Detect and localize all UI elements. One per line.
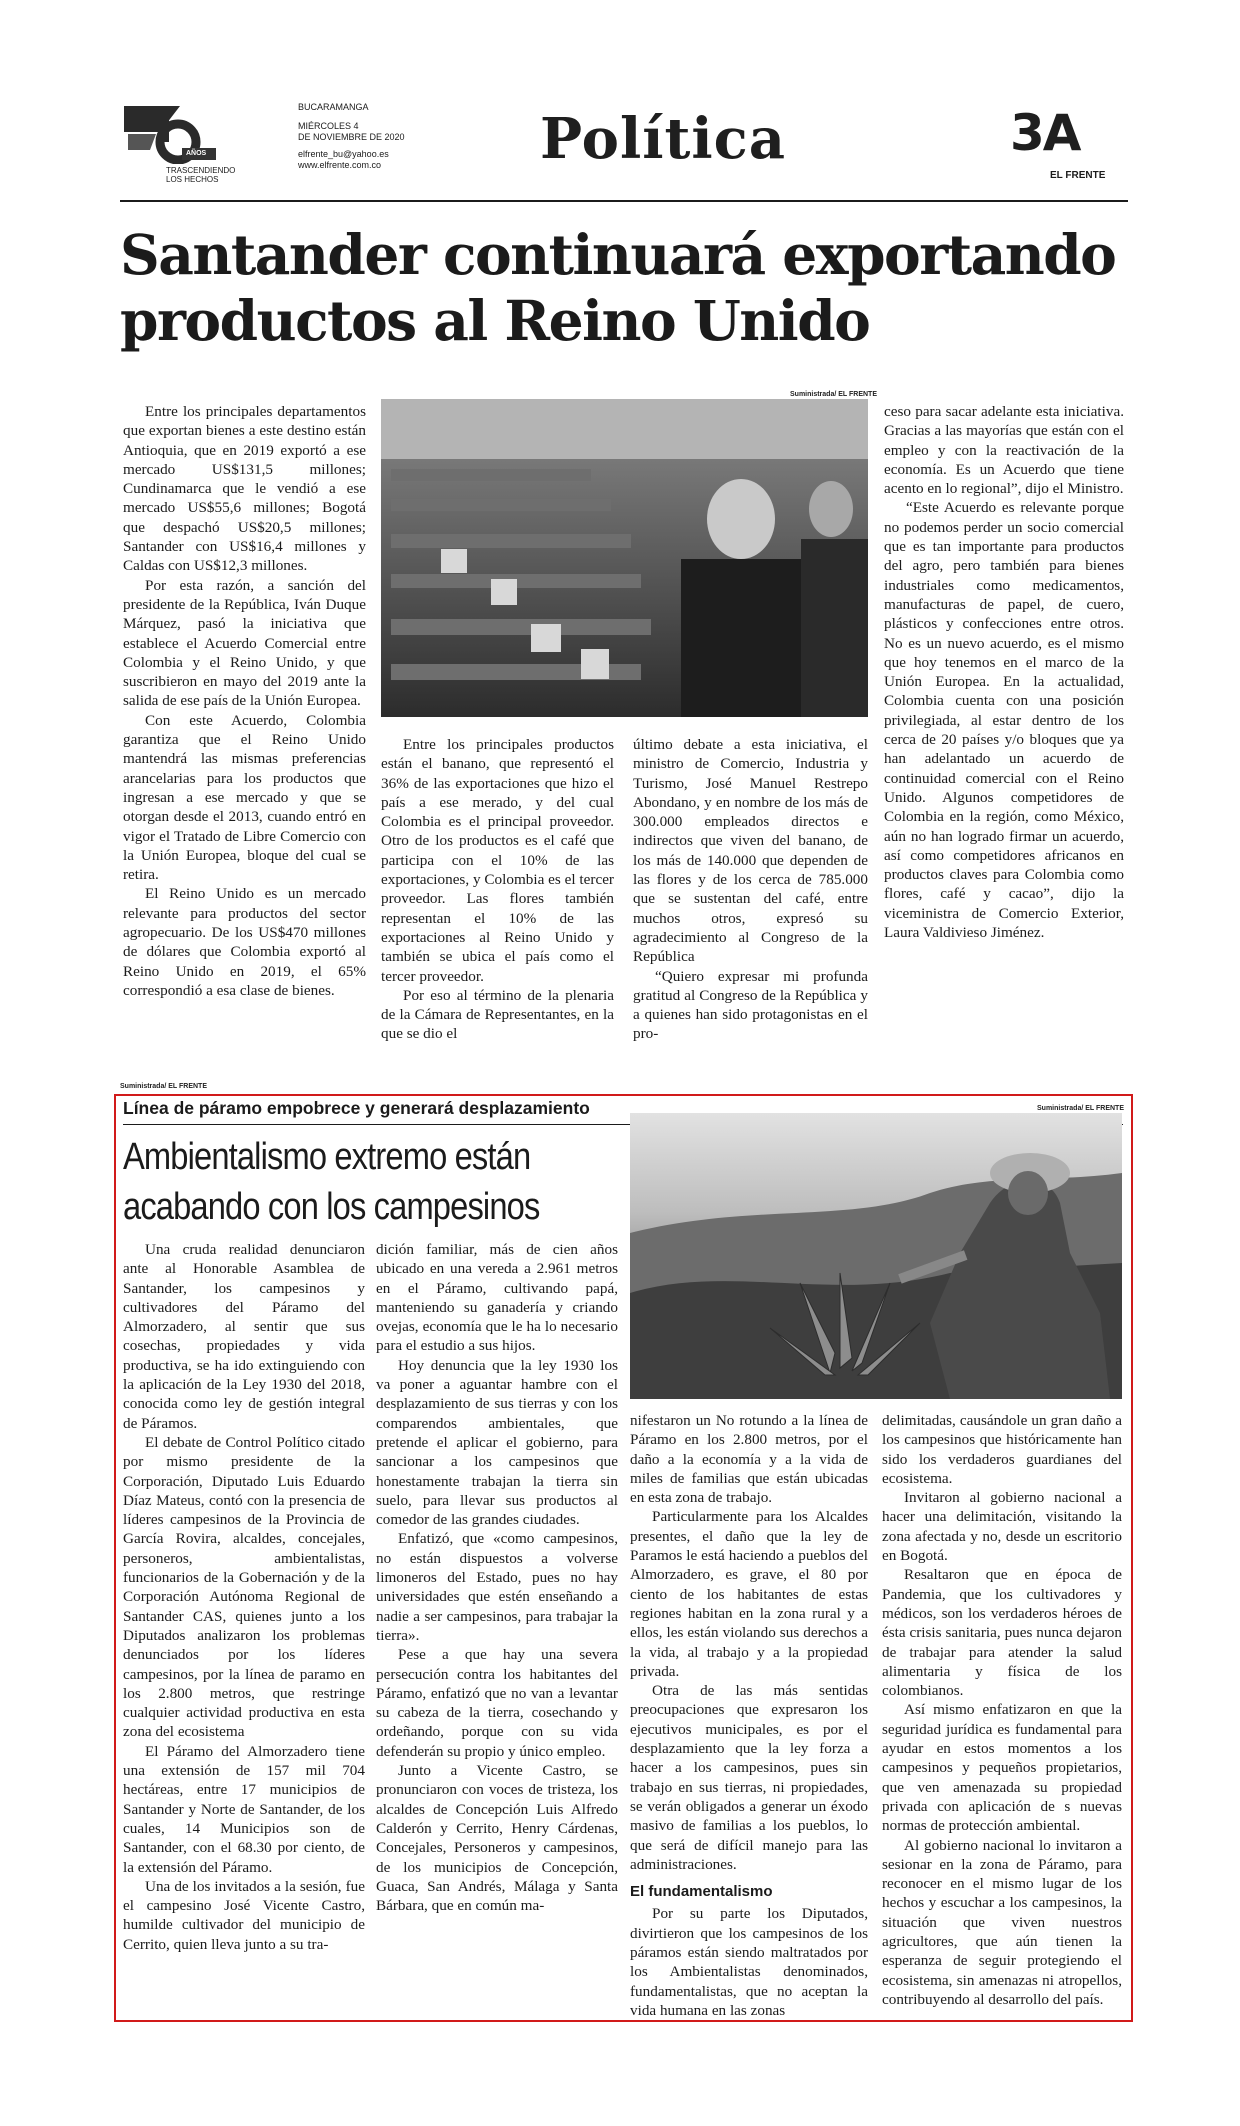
article2-column-3 (630, 1411, 868, 2020)
paragraph: El debate de Control Político citado por mismo presidente de la Corporación, Diputado Luis Eduardo Díaz Mateus, contó con la presencia de líderes campesinos de la Provincia de García Rovira, alcaldes, concejales, personeros, ambientalistas, funcionarios de la Gobernación y de la Corporación Autónoma Regional de Santander CAS, quienes junto a los Diputados analizaron los problemas denunciados por los líderes campesinos, por la línea de paramo en los 2.800 metros, que restringe cualquier actividad productiva en esta zona del ecosistema (123, 1433, 365, 1741)
masthead (120, 100, 1125, 200)
date-line-2: DE NOVIEMBRE DE 2020 (298, 132, 405, 142)
article1-headline-line-2: productos al Reino Unido (120, 288, 870, 353)
paragraph: Al gobierno nacional lo invitaron a sesionar en la zona de Páramo, para reconocer en el mismo lugar de los hechos y escuchar a los campesinos, la situación que viven nuestros agricultores, que aún tienen la esperanza de seguir protegiendo el ecosistema, sin amenazas ni atropellos, contribuyendo al desarrollo del país. (882, 1836, 1122, 2008)
section-title: Política (540, 106, 787, 172)
paragraph: Invitaron al gobierno nacional a hacer una delimitación, visitando la zona afectada y no, desde un escritorio en Bogotá. (882, 1489, 1122, 1565)
article1-headline (120, 222, 1130, 354)
logo (120, 104, 236, 184)
paragraph: Entre los principales productos están el banano, que representó el 36% de las exportaciones que hizo el país a ese merado, y del cual Colombia es el principal proveedor. Otro de los productos es el café que participa con el 10% de las exportaciones, y Colombia es el tercer proveedor. Las flores también representan el 10% de las exportaciones al Reino Unido y también se ubica el país como el tercer proveedor. (381, 736, 614, 985)
article1-photo-credit: Suministrada/ EL FRENTE (790, 391, 877, 398)
article1-column-4 (884, 402, 1124, 942)
page-number: 3A (1010, 104, 1080, 162)
paragraph: El Páramo del Almorzadero tiene una extensión de 157 mil 704 hectáreas, entre 17 municipios de Santander y Norte de Santander, de los cuales, 14 Municipios son de Santander, con el 68.30 por ciento, de la extensión del Páramo. (123, 1742, 365, 1876)
article2-column-2 (376, 1240, 618, 1915)
article1-photo (381, 399, 868, 717)
article2-headline-line-1: Ambientalismo extremo están (123, 1136, 531, 1178)
article2-photo-credit: Suministrada/ EL FRENTE (1037, 1105, 1124, 1112)
masthead-rule (120, 200, 1128, 202)
paragraph: Con este Acuerdo, Colombia garantiza que el Reino Unido mantendrá las mismas preferencias arancelarias para los productos que ingresan a ese mercado y que se otorgan desde el 2013, cuando entró en vigor el Tratado de Libre Comercio con la Unión Europea, bloque del cual se retira. (123, 711, 366, 884)
paragraph: Una cruda realidad denunciaron ante al Honorable Asamblea de Santander, los campesinos y cultivadores del Páramo del Almorzadero, al sentir que sus cosechas, propiedades y vida productiva, se ha ido extinguiendo con la aplicación de la Ley 1930 del 2018, conocida como ley de gestión integral de Páramos. (123, 1241, 365, 1432)
article2-photo (630, 1113, 1122, 1399)
paragraph: ceso para sacar adelante esta iniciativa. Gracias a las mayorías que están con el empleo y con la reactivación de la economía. Es un Acuerdo que tiene acento en lo regional”, dijo el Ministro. (884, 403, 1124, 498)
dateline-block (298, 102, 405, 171)
paragraph: nifestaron un No rotundo a la línea de Páramo en los 2.800 metros, por el daño a la economía y a la vida de miles de familias que están ubicadas en esta zona de trabajo. (630, 1412, 868, 1507)
date-line-1: MIÉRCOLES 4 (298, 121, 359, 131)
article1-column-1 (123, 402, 366, 1000)
paragraph: delimitadas, causándole un gran daño a los campesinos que históricamente han sido los verdaderos guardianes del ecosistema. (882, 1412, 1122, 1487)
paragraph: Hoy denuncia que la ley 1930 los va poner a aguantar hambre con el desplazamiento de sus tierras y con los comparendos ambientales, que pretende el aplicar el gobierno, para sancionar a los campesinos que honestamente trabajan la tierra sin suelo, para llevar sus productos al comedor de las grandes ciudades. (376, 1356, 618, 1529)
logo-tagline-1: TRASCENDIENDO (166, 166, 236, 175)
article2-column-4 (882, 1411, 1122, 2009)
city: BUCARAMANGA (298, 102, 369, 112)
email-link[interactable]: elfrente_bu@yahoo.es (298, 149, 389, 159)
paragraph: Junto a Vicente Castro, se pronunciaron con voces de tristeza, los alcaldes de Concepción Luis Alfredo Calderón y Cerrito, Henry Cárdenas, Concejales, Personeros y campesinos, de los municipios de Concepción, Guaca, San Andrés, Málaga y Santa Bárbara, que en común ma- (376, 1762, 618, 1915)
paragraph: Por eso al término de la plenaria de la Cámara de Representantes, en la que se dio el (381, 986, 614, 1043)
web-link[interactable]: www.elfrente.com.co (298, 160, 382, 170)
logo-years-label: AÑOS (186, 150, 207, 157)
logo-tagline-2: LOS HECHOS (166, 175, 219, 184)
paragraph: Una de los invitados a la sesión, fue el campesino José Vicente Castro, humilde cultivador del municipio de Cerrito, quien lleva junto a su tra- (123, 1877, 365, 1953)
article2-subhead: El fundamentalismo (630, 1883, 773, 1901)
factory-visit-photo (381, 399, 868, 717)
paper-name: EL FRENTE (1050, 170, 1106, 181)
article2-column-1 (123, 1240, 365, 1954)
article2-headline-line-2: acabando con los campesinos (123, 1186, 540, 1228)
logo-mark-icon (120, 104, 230, 164)
paragraph: El Reino Unido es un mercado relevante para productos del sector agropecuario. De los US$470 millones de dólares que Colombia exportó al Reino Unido en 2019, el 65% correspondió a esa clase de bienes. (123, 885, 366, 999)
article1-column-3 (633, 735, 868, 1044)
paragraph: “Quiero expresar mi profunda gratitud al Congreso de la República y a quienes han sido protagonistas en el pro- (633, 967, 868, 1043)
article2-headline (123, 1132, 553, 1232)
farmer-paramo-photo (630, 1113, 1122, 1399)
article1-headline-line-1: Santander continuará exportando (120, 222, 1116, 287)
paragraph: Por esta razón, a sanción del presidente de la República, Iván Duque Márquez, pasó la iniciativa que establece el Acuerdo Comercial entre Colombia y el Reino Unido, y que suscribieron en mayo del 2019 ante la salida de ese país de la Unión Europea. (123, 576, 366, 710)
paragraph: Resaltaron que en época de Pandemia, que los cultivadores y médicos, son los verdaderos héroes de ésta crisis sanitaria, pues nunca dejaron de trabajar para atender la salud alimentaria y física de los colombianos. (882, 1566, 1122, 1700)
paragraph: Enfatizó, que «como campesinos, no están dispuestos a volverse limoneros del Estado, pues no hay universidades que estén enseñando a nadie a ser campesinos, para trabajar la tierra». (376, 1530, 618, 1644)
paragraph: Por su parte los Diputados, divirtieron que los campesinos de los páramos están siendo maltratados por los Ambientalistas denominados, fundamentalistas, que no aceptan la vida humana en las zonas (630, 1905, 868, 2019)
paragraph: Pese a que hay una severa persecución contra los habitantes del Páramo, enfatizó que no van a levantar su cabeza de la tierra, cosechando y ordeñando, porque con su vida defenderán su propio y único empleo. (376, 1646, 618, 1760)
paragraph: Entre los principales departamentos que exportan bienes a este destino están Antioquia, que en 2019 exportó a ese mercado US$131,5 millones; Cundinamarca que le vendió a ese mercado US$55,6 millones; Bogotá que despachó US$20,5 millones; Santander con US$16,4 millones y Caldas con US$12,3 millones. (123, 403, 366, 575)
paragraph: Así mismo enfatizaron en que la seguridad jurídica es fundamental para ayudar en estos momentos a los campesinos y pequeños propietarios, que ven amenazada su propiedad privada con aplicación de s nuevas normas de protección ambiental. (882, 1701, 1122, 1835)
paragraph: Otra de las más sentidas preocupaciones que expresaron los ejecutivos municipales, es por el desplazamiento que la ley forza a hacer a los campesinos, pues sin trabajo en sus tierras, ni propiedades, se verán obligados a generar un éxodo masivo de familias a los pueblos, lo que será de difícil manejo para las administraciones. (630, 1682, 868, 1873)
paragraph: “Este Acuerdo es relevante porque no podemos perder un socio comercial que es tan importante para productos del agro, pero también para bienes industriales como medicamentos, manufacturas de papel, de cuero, plásticos y confecciones entre otros. No es un nuevo acuerdo, es el mismo que hoy tenemos en el marco de la Unión Europea. En la actualidad, Colombia cuenta con una posición privilegiada, al estar dentro de los cerca de 20 países y/o bloques que ya han adelantado un acuerdo de continuidad comercial con el Reino Unido. Algunos competidores de Colombia en la región, como México, aún no han logrado firmar un acuerdo, así como competidores africanos en productos claves para Colombia como flores, café y cacao”, dijo la viceministra de Comercio Exterior, Laura Valdivieso Jiménez. (884, 499, 1124, 942)
article2-kicker: Línea de páramo empobrece y generará desplazamiento (123, 1098, 590, 1118)
article2-credit-above: Suministrada/ EL FRENTE (120, 1083, 207, 1090)
paragraph: Particularmente para los Alcaldes presentes, el daño que la ley de Paramos le está haciendo a pueblos del Almorzadero, es grave, el 80 por ciento de los habitantes de estas regiones habitan en la zona rural y a ellos, les están violando sus derechos a la vida, al trabajo y a la propiedad privada. (630, 1508, 868, 1680)
paragraph: último debate a esta iniciativa, el ministro de Comercio, Industria y Turismo, José Manuel Restrepo Abondano, y en nombre de los más de 300.000 empleados directos e indirectos que viven del banano, de los más de 140.000 que dependen de las flores y de los cerca de 785.000 que se sustentan del café, entre muchos otros, expresó su agradecimiento al Congreso de la República (633, 736, 868, 966)
article1-column-2 (381, 735, 614, 1044)
paragraph: dición familiar, más de cien años ubicado en una vereda a 2.961 metros en el Páramo, cultivando papá, manteniendo su ganadería y criando ovejas, economía que le ha lo necesario para el estudio a sus hijos. (376, 1241, 618, 1355)
